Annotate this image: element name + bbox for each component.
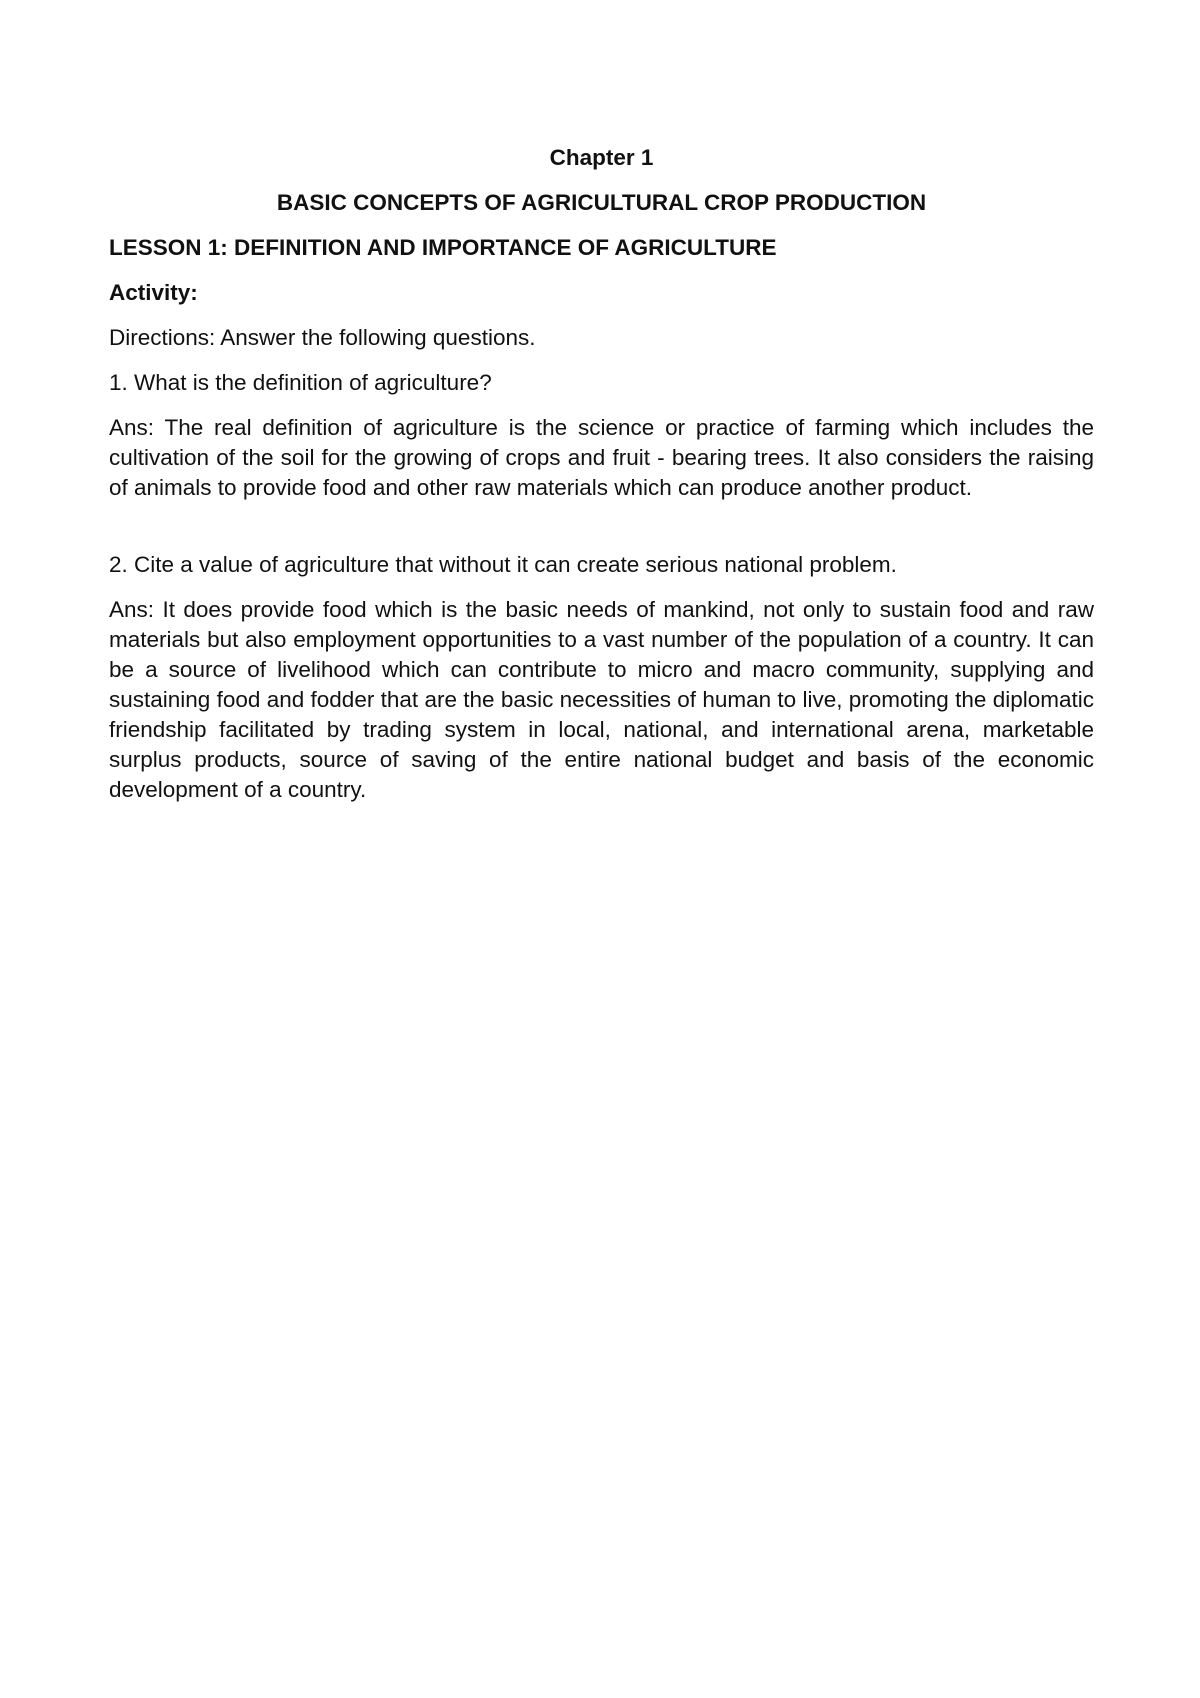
spacer <box>109 518 1094 550</box>
activity-heading: Activity: <box>109 280 198 305</box>
question-2: 2. Cite a value of agriculture that without it can create serious national problem. <box>109 552 897 577</box>
chapter-heading: Chapter 1 <box>549 145 654 170</box>
document-body <box>109 143 1094 820</box>
answer-2: Ans: It does provide food which is the basic needs of mankind, not only to sustain food and raw materials but also employment opportunities to a vast number of the population of a country. It can be a source of livelihood which can contribute to micro and macro community, supplying and sustaining food and fodder that are the basic necessities of human to live, promoting the diplomatic friendship facilitated by trading system in local, national, and international arena, marketable surplus products, source of saving of the entire national budget and basis of the economic development of a country. <box>109 597 1094 802</box>
directions-text: Directions: Answer the following questions. <box>109 325 536 350</box>
answer-1: Ans: The real definition of agriculture is the science or practice of farming which includes the cultivation of the soil for the growing of crops and fruit - bearing trees. It also considers the raising of animals to provide food and other raw materials which can produce another product. <box>109 415 1094 500</box>
question-1: 1. What is the definition of agriculture? <box>109 370 492 395</box>
lesson-heading: LESSON 1: DEFINITION AND IMPORTANCE OF AGRICULTURE <box>109 235 777 260</box>
chapter-title: BASIC CONCEPTS OF AGRICULTURAL CROP PRODUCTION <box>276 190 927 215</box>
